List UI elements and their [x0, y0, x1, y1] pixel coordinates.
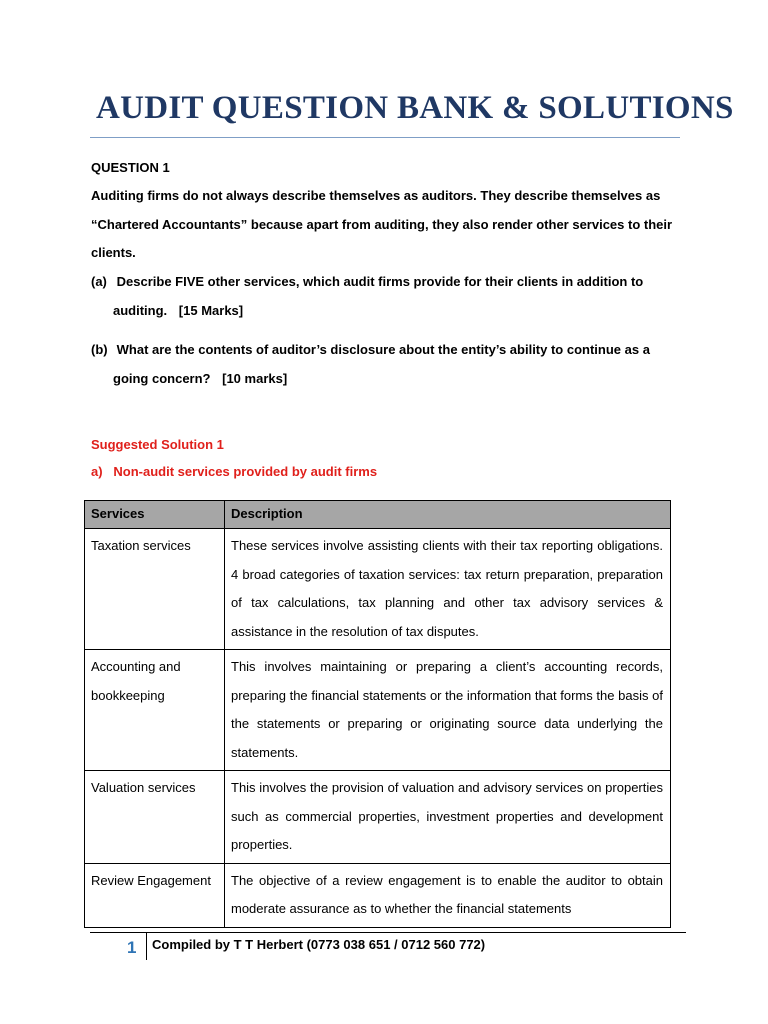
question-item-text: What are the contents of auditor’s disclosure about the entity’s ability to continue as a going concern?: [113, 342, 650, 386]
title-underline: [90, 137, 680, 138]
footer-rule: [90, 932, 686, 933]
service-description: These services involve assisting clients with their tax reporting obligations. 4 broad categories of taxation services: tax return preparation, preparation of tax calculations, tax planning and other tax advisory services & assistance in the resolution of tax disputes.: [225, 529, 671, 650]
page-number: 1: [127, 938, 137, 957]
table-row: [85, 650, 671, 771]
page-title: AUDIT QUESTION BANK & SOLUTIONS: [96, 90, 734, 126]
service-description: This involves the provision of valuation and advisory services on properties such as commercial properties, investment properties and development properties.: [225, 771, 671, 864]
solution-heading: Suggested Solution 1: [91, 437, 224, 452]
question-heading: QUESTION 1: [91, 160, 170, 175]
service-name: Accounting and bookkeeping: [85, 650, 225, 771]
question-intro: Auditing firms do not always describe themselves as auditors. They describe themselves as “Chartered Accountants” because apart from auditing, they also render other services to their clients.: [91, 188, 673, 260]
solution-subheading: a) Non-audit services provided by audit firms: [91, 464, 378, 479]
service-name: Taxation services: [85, 529, 225, 650]
service-description: The objective of a review engagement is to enable the auditor to obtain moderate assurance as to whether the financial statements: [225, 863, 671, 927]
service-description: This involves maintaining or preparing a client’s accounting records, preparing the financial statements or the information that forms the basis of the statements or preparing or originating source data underlying the statements.: [225, 650, 671, 771]
question-item-b: [91, 336, 676, 393]
question-item-text: Describe FIVE other services, which audit firms provide for their clients in addition to auditing.: [113, 274, 644, 318]
question-item-marks: [10 marks]: [222, 370, 288, 386]
services-table: [84, 500, 671, 928]
footer-separator: [146, 933, 147, 960]
column-header-services: Services: [85, 501, 225, 529]
table-row: [85, 771, 671, 864]
question-item-label: (b): [91, 342, 108, 357]
column-header-description: Description: [225, 501, 671, 529]
question-item-marks: [15 Marks]: [178, 302, 244, 318]
table-row: [85, 529, 671, 650]
service-name: Valuation services: [85, 771, 225, 864]
table-row: [85, 863, 671, 927]
question-item-label: (a): [91, 274, 107, 289]
table-header-row: [85, 501, 671, 529]
footer-credit: Compiled by T T Herbert (0773 038 651 / 0712 560 772): [152, 937, 486, 952]
question-item-a: [91, 268, 676, 325]
service-name: Review Engagement: [85, 863, 225, 927]
